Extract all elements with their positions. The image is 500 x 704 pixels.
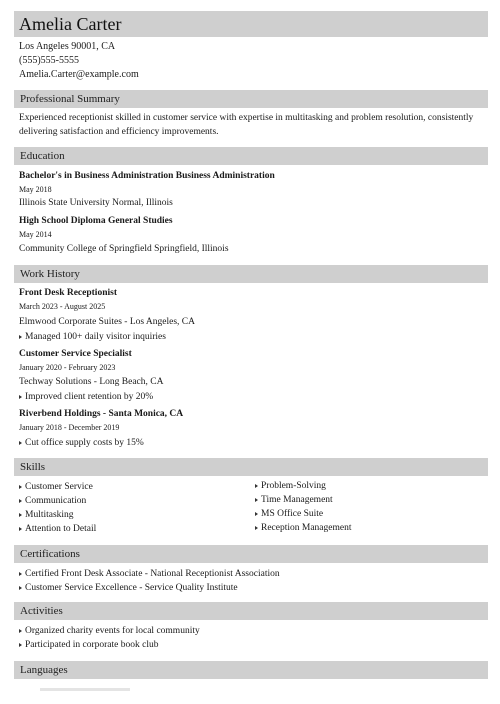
contact-email[interactable]: Amelia.Carter@example.com [19,69,139,80]
bullet-icon [19,527,22,531]
bullet-icon [19,629,22,633]
activities-section-title: Activities [20,605,63,617]
work-section-bar [14,265,488,283]
contact-address: Los Angeles 90001, CA [19,41,116,52]
certifications-section-title: Certifications [20,548,80,560]
bullet-icon [19,485,22,489]
skill-item: Reception Management [261,523,352,533]
clipped-content-hint [40,688,130,691]
certification-item: Customer Service Excellence - Service Quality Institute [25,583,238,593]
education-school: Community College of Springfield Springfield, Illinois [19,244,229,254]
summary-text: Experienced receptionist skilled in customer service with expertise in multitasking and problem resolution, consistently delivering satisfaction and efficiency improvements. [19,113,474,137]
languages-section-bar [14,661,488,679]
job-bullet: Improved client retention by 20% [25,392,154,402]
job-company: Techway Solutions - Long Beach, CA [19,377,164,387]
bullet-icon [19,335,22,339]
skills-section-title: Skills [20,461,46,473]
job-title: Customer Service Specialist [19,349,132,359]
skill-item: Communication [25,496,87,506]
certification-item: Certified Front Desk Associate - National Receptionist Association [25,569,280,579]
languages-section-title: Languages [20,664,68,676]
skill-item: Time Management [261,495,333,505]
certifications-section-bar [14,545,488,563]
summary-section-title: Professional Summary [20,93,120,105]
education-degree: High School Diploma General Studies [19,216,173,226]
bullet-icon [19,572,22,576]
bullet-icon [255,484,258,488]
bullet-icon [255,512,258,516]
job-dates: January 2020 - February 2023 [19,363,116,372]
contact-phone: (555)555-5555 [19,55,79,66]
activity-item: Participated in corporate book club [25,640,159,650]
skill-item: Multitasking [25,510,74,520]
job-bullet: Managed 100+ daily visitor inquiries [25,332,166,342]
job-dates: January 2018 - December 2019 [19,423,120,432]
job-company: Elmwood Corporate Suites - Los Angeles, CA [19,317,195,327]
education-section-bar [14,147,488,165]
candidate-name: Amelia Carter [19,14,122,34]
skill-item: MS Office Suite [261,509,324,519]
job-title: Front Desk Receptionist [19,288,117,298]
bullet-icon [255,498,258,502]
bullet-icon [19,441,22,445]
education-section-title: Education [20,150,65,162]
bullet-icon [255,526,258,530]
bullet-icon [19,586,22,590]
education-school: Illinois State University Normal, Illinois [19,198,173,208]
bullet-icon [19,513,22,517]
skill-item: Problem-Solving [261,481,326,491]
skills-section-bar [14,458,488,476]
activity-item: Organized charity events for local community [25,626,200,636]
education-date: May 2014 [19,230,52,239]
job-bullet: Cut office supply costs by 15% [25,438,144,448]
bullet-icon [19,643,22,647]
work-section-title: Work History [20,268,80,280]
job-title: Riverbend Holdings - Santa Monica, CA [19,409,184,419]
skill-item: Customer Service [25,482,93,492]
bullet-icon [19,499,22,503]
education-degree: Bachelor's in Business Administration Business Administration [19,171,275,181]
activities-section-bar [14,602,488,620]
education-date: May 2018 [19,185,52,194]
job-dates: March 2023 - August 2025 [19,302,106,311]
bullet-icon [19,395,22,399]
skill-item: Attention to Detail [25,524,97,534]
